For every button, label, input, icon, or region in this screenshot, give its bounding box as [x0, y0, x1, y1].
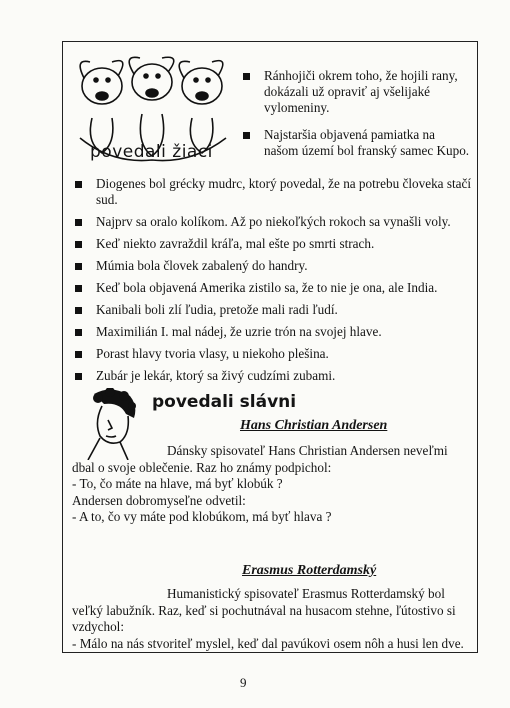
section-heading-famous: povedali slávni — [152, 392, 297, 412]
rotterdam-title: Erasmus Rotterdamský — [242, 563, 377, 578]
list-item: Diogenes bol grécky mudrc, ktorý povedal, že na potrebu človeka stačí sud. — [72, 176, 472, 208]
page-number: 9 — [240, 675, 247, 690]
list-item: Najstaršia objavená pamiatka na našom území bol franský samec Kupo. — [240, 127, 472, 159]
list-item: Ránhojiči okrem toho, že hojili rany, dokázali už opraviť aj všelijaké vylomeniny. — [240, 68, 472, 116]
andersen-question: - To, čo máte na hlave, má byť klobúk ? — [72, 476, 283, 491]
andersen-answer: - A to, čo vy máte pod klobúkom, má byť hlava ? — [72, 509, 332, 524]
list-item: Keď bola objavená Amerika zistilo sa, že to nie je ona, ale India. — [72, 280, 472, 296]
andersen-intro: Dánsky spisovateľ Hans Christian Andersen neveľmi dbal o svoje oblečenie. Raz ho známy podpichol: — [72, 443, 448, 475]
list-item: Maximilián I. mal nádej, že uzrie trón na svojej hlave. — [72, 324, 472, 340]
list-item: Najprv sa oralo kolíkom. Až po niekoľkých rokoch sa vynašli voly. — [72, 214, 472, 230]
list-item: Keď niekto zavraždil kráľa, mal ešte po smrti strach. — [72, 236, 472, 252]
student-quotes-list — [72, 176, 472, 390]
andersen-anecdote — [72, 443, 472, 526]
list-item: Múmia bola človek zabalený do handry. — [72, 258, 472, 274]
list-item: Porast hlavy tvoria vlasy, u niekoho plešina. — [72, 346, 472, 362]
rotterdam-anecdote — [72, 586, 472, 652]
top-bullet-list — [240, 68, 472, 170]
list-item: Kanibali boli zlí ľudia, pretože mali radi ľudí. — [72, 302, 472, 318]
list-item: Zubár je lekár, ktorý sa živý cudzími zubami. — [72, 368, 472, 384]
andersen-title: Hans Christian Andersen — [240, 418, 388, 433]
andersen-reply-intro: Andersen dobromyseľne odvetil: — [72, 492, 246, 508]
rotterdam-intro: Humanistický spisovateľ Erasmus Rotterdamský bol veľký labužník. Raz, keď si pochutnával na husacom stehne, ľútostivo si vzdychol: — [72, 586, 456, 634]
rotterdam-quote: - Málo na nás stvoriteľ myslel, keď dal pavúkovi osem nôh a husi len dve. — [72, 635, 464, 651]
section-heading-students: povedali žiaci — [90, 142, 213, 162]
